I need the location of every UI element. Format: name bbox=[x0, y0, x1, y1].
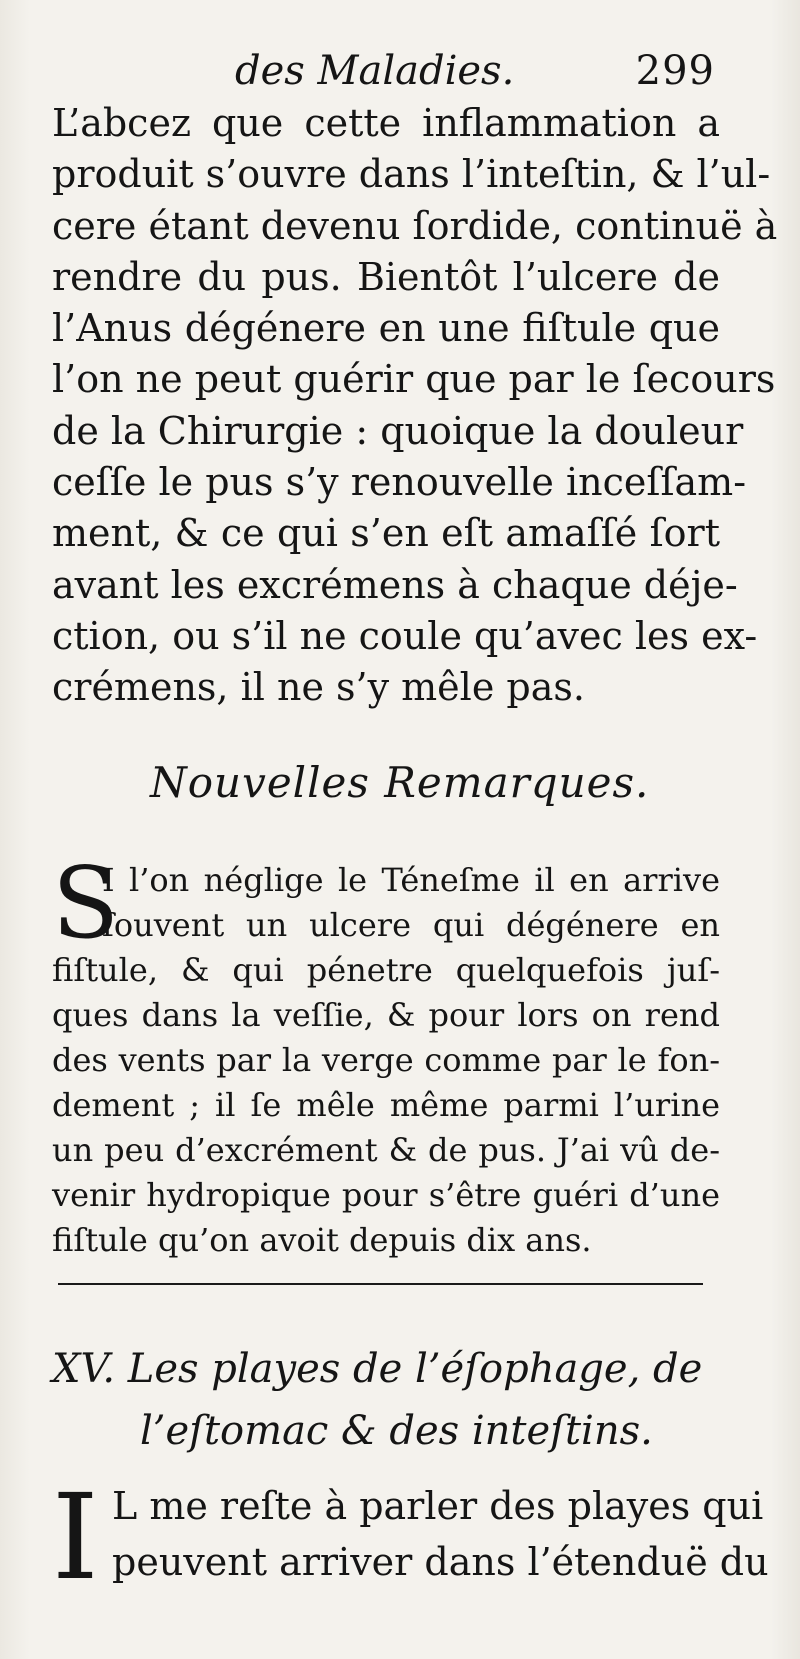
page-header bbox=[235, 48, 715, 94]
text-line: I l’on néglige le Téneſme il en arrive bbox=[102, 861, 720, 899]
text-line: cere étant devenu ſordide, continuë à bbox=[52, 203, 778, 248]
text-line: L me reſte à parler des playes qui bbox=[112, 1484, 764, 1528]
text-line: dement ; il ſe mêle même parmi l’urine bbox=[52, 1086, 720, 1124]
text-line: fiſtule, & qui pénetre quelquefois juſ- bbox=[52, 951, 720, 989]
text-line: peuvent arriver dans l’étenduë du bbox=[112, 1540, 769, 1584]
text-line: des vents par la verge comme par le fon- bbox=[52, 1041, 720, 1079]
text-line: venir hydropique pour s’être guéri d’une bbox=[52, 1176, 720, 1214]
subheading: Nouvelles Remarques. bbox=[150, 758, 650, 807]
page-number: 299 bbox=[635, 48, 715, 94]
text-line: avant les excrémens à chaque déje- bbox=[52, 562, 738, 607]
paragraph-3 bbox=[52, 1468, 769, 1606]
section-divider bbox=[58, 1283, 703, 1285]
text-line: crémens, il ne s’y mêle pas. bbox=[52, 665, 585, 710]
paragraph-1 bbox=[52, 98, 778, 714]
text-line: de la Chirurgie : quoique la douleur bbox=[52, 408, 744, 453]
text-line: ſouvent un ulcere qui dégénere en bbox=[102, 906, 720, 944]
text-line: ment, & ce qui s’en eſt amaſſé ſort bbox=[52, 511, 720, 556]
text-line: l’Anus dégénere en une fiſtule que bbox=[52, 306, 720, 351]
paragraph-2 bbox=[52, 847, 720, 1263]
drop-cap: I bbox=[52, 1468, 99, 1606]
running-title: des Maladies. bbox=[235, 48, 515, 94]
text-line: produit s’ouvre dans l’inteſtin, & l’ul- bbox=[52, 152, 771, 197]
text-line: ction, ou s’il ne coule qu’avec les ex- bbox=[52, 613, 758, 658]
drop-cap: S bbox=[52, 847, 120, 961]
text-line: ques dans la veſſie, & pour lors on rend bbox=[52, 996, 720, 1034]
text-line: l’on ne peut guérir que par le ſecours bbox=[52, 357, 776, 402]
text-line: fiſtule qu’on avoit depuis dix ans. bbox=[52, 1221, 592, 1259]
text-line: ceſſe le pus s’y renouvelle inceſſam- bbox=[52, 460, 747, 505]
section-title bbox=[52, 1338, 720, 1462]
text-line: L’abcez que cette inflammation a bbox=[52, 101, 720, 145]
text-line: rendre du pus. Bientôt l’ulcere de bbox=[52, 254, 720, 299]
text-line: un peu d’excrément & de pus. J’ai vû de- bbox=[52, 1131, 720, 1169]
section-title-line: l’eſtomac & des inteſtins. bbox=[140, 1408, 653, 1454]
section-title-line: XV. Les playes de l’éſophage, de bbox=[52, 1346, 703, 1392]
